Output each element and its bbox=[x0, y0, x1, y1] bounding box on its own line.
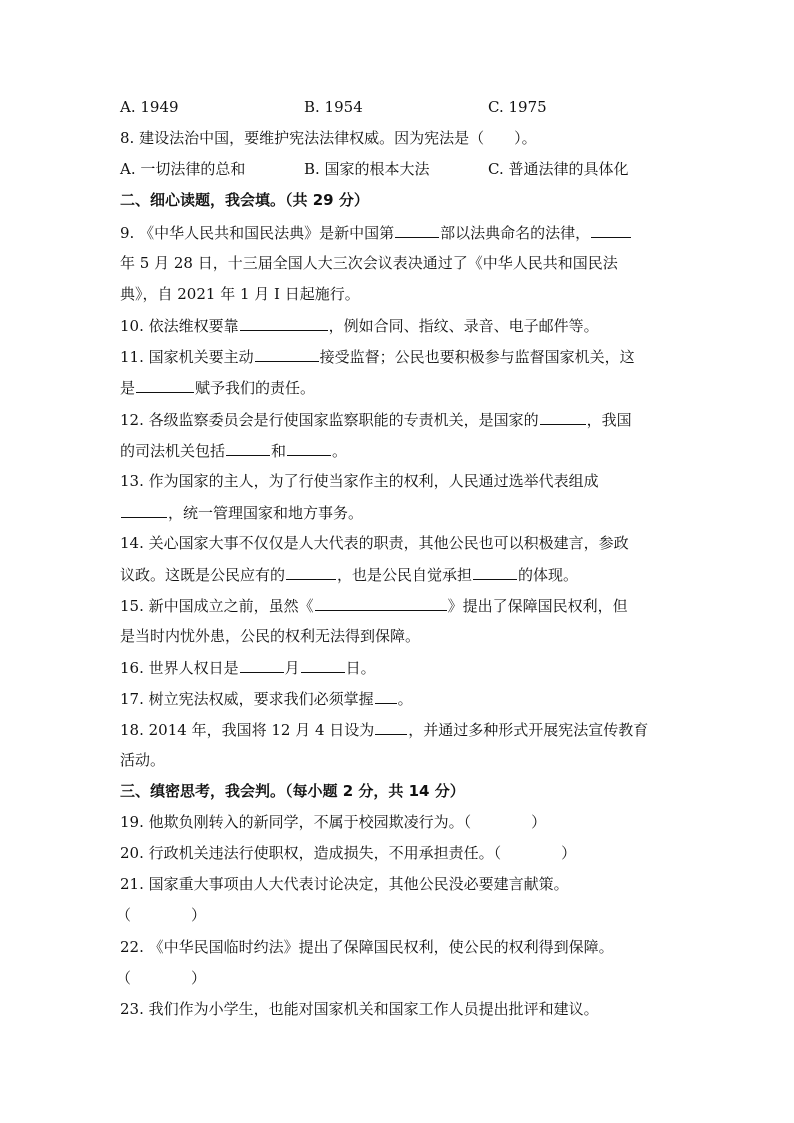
q11-text-a: 11. 国家机关要主动 bbox=[120, 348, 254, 366]
q16-line bbox=[120, 657, 376, 678]
q15-text-b: 》提出了保障国民权利，但 bbox=[447, 597, 628, 615]
q8-option-a: A. 一切法律的总和 bbox=[120, 160, 246, 178]
q17-line bbox=[120, 688, 413, 709]
q9-line2: 年 5 月 28 日，十三届全国人大三次会议表决通过了《中华人民共和国民法 bbox=[120, 254, 618, 272]
q16-text-b: 月 bbox=[284, 659, 300, 677]
q16-blank-1[interactable] bbox=[240, 657, 284, 673]
q7-option-c: C. 1975 bbox=[488, 98, 547, 116]
q23-line: 23. 我们作为小学生，也能对国家机关和国家工作人员提出批评和建议。 bbox=[120, 1000, 599, 1018]
q9-line1 bbox=[120, 222, 632, 243]
q19-line: 19. 他欺负刚转入的新同学，不属于校园欺凌行为。（ ） bbox=[120, 813, 547, 831]
q21-answer-paren[interactable]: （ ） bbox=[116, 906, 207, 924]
q21-line: 21. 国家重大事项由人大代表讨论决定，其他公民没必要建言献策。 bbox=[120, 875, 569, 893]
q14-text-d: 的体现。 bbox=[518, 566, 579, 584]
q18-line2: 活动。 bbox=[120, 751, 166, 769]
q12-line1 bbox=[120, 409, 632, 430]
q22-line: 22. 《中华民国临时约法》提出了保障国民权利，使公民的权利得到保障。 bbox=[120, 938, 614, 956]
q15-line1 bbox=[120, 595, 628, 616]
q11-blank-2[interactable] bbox=[136, 377, 194, 393]
q11-text-b: 接受监督；公民也要积极参与监督国家机关，这 bbox=[319, 348, 635, 366]
q15-blank[interactable] bbox=[315, 595, 447, 611]
q15-text-a: 15. 新中国成立之前，虽然《 bbox=[120, 597, 314, 615]
q10-line bbox=[120, 315, 599, 336]
q20-line: 20. 行政机关违法行使职权，造成损失，不用承担责任。（ ） bbox=[120, 844, 577, 862]
q16-blank-2[interactable] bbox=[301, 657, 345, 673]
q17-text-a: 17. 树立宪法权威，要求我们必须掌握 bbox=[120, 690, 374, 708]
q14-blank-2[interactable] bbox=[473, 564, 517, 580]
q12-blank-2[interactable] bbox=[226, 440, 270, 456]
q17-text-b: 。 bbox=[397, 690, 413, 708]
q18-text-b: ，并通过多种形式开展宪法宣传教育 bbox=[408, 721, 649, 739]
q18-blank[interactable] bbox=[375, 719, 407, 735]
q13-line2 bbox=[120, 502, 363, 523]
q13-line1: 13. 作为国家的主人，为了行使当家作主的权利，人民通过选举代表组成 bbox=[120, 472, 599, 490]
q9-line3: 典》，自 2021 年 1 月 I 日起施行。 bbox=[120, 285, 360, 303]
q14-line2 bbox=[120, 564, 578, 585]
q11-line1 bbox=[120, 346, 635, 367]
q10-text-b: ，例如合同、指纹、录音、电子邮件等。 bbox=[328, 317, 599, 335]
q15-line2: 是当时内忧外患，公民的权利无法得到保障。 bbox=[120, 627, 421, 645]
q12-text-a: 12. 各级监察委员会是行使国家监察职能的专责机关，是国家的 bbox=[120, 411, 539, 429]
q11-line2 bbox=[120, 377, 315, 398]
q9-text-b: 部以法典命名的法律， bbox=[440, 224, 591, 242]
q12-blank-1[interactable] bbox=[540, 409, 586, 425]
q9-blank-2[interactable] bbox=[591, 222, 631, 238]
q18-text-a: 18. 2014 年，我国将 12 月 4 日设为 bbox=[120, 721, 375, 739]
q17-blank[interactable] bbox=[375, 688, 397, 704]
q7-option-b: B. 1954 bbox=[304, 98, 363, 116]
q12-text-b: ，我国 bbox=[586, 411, 632, 429]
section2-title: 二、细心读题，我会填。（共 29 分） bbox=[120, 191, 369, 209]
q10-blank[interactable] bbox=[240, 315, 328, 331]
q14-text-c: ，也是公民自觉承担 bbox=[337, 566, 473, 584]
q8-option-c: C. 普通法律的具体化 bbox=[488, 160, 629, 178]
q8-option-b: B. 国家的根本大法 bbox=[304, 160, 430, 178]
q12-line2 bbox=[120, 440, 347, 461]
q16-text-c: 日。 bbox=[345, 659, 376, 677]
section3-title: 三、缜密思考，我会判。（每小题 2 分，共 14 分） bbox=[120, 782, 465, 800]
q10-text-a: 10. 依法维权要靠 bbox=[120, 317, 239, 335]
q12-text-c: 的司法机关包括 bbox=[120, 442, 226, 460]
q9-blank-1[interactable] bbox=[395, 222, 439, 238]
q13-blank[interactable] bbox=[121, 502, 167, 518]
q14-blank-1[interactable] bbox=[286, 564, 336, 580]
q9-text-a: 9. 《中华人民共和国民法典》是新中国第 bbox=[120, 224, 395, 242]
q22-answer-paren[interactable]: （ ） bbox=[116, 969, 207, 987]
q14-line1: 14. 关心国家大事不仅仅是人大代表的职责，其他公民也可以积极建言，参政 bbox=[120, 534, 629, 552]
q12-text-d: 和 bbox=[271, 442, 287, 460]
q12-text-e: 。 bbox=[332, 442, 348, 460]
q11-text-c: 是 bbox=[120, 379, 136, 397]
q13-text-b: ，统一管理国家和地方事务。 bbox=[168, 504, 364, 522]
q8-stem: 8. 建设法治中国，要维护宪法法律权威。因为宪法是（ ）。 bbox=[120, 129, 537, 147]
q11-blank-1[interactable] bbox=[255, 346, 319, 362]
q16-text-a: 16. 世界人权日是 bbox=[120, 659, 239, 677]
q18-line1 bbox=[120, 719, 648, 740]
q14-text-b: 议政。这既是公民应有的 bbox=[120, 566, 286, 584]
q11-text-d: 赋予我们的责任。 bbox=[195, 379, 316, 397]
q12-blank-3[interactable] bbox=[287, 440, 331, 456]
q7-option-a: A. 1949 bbox=[120, 98, 179, 116]
